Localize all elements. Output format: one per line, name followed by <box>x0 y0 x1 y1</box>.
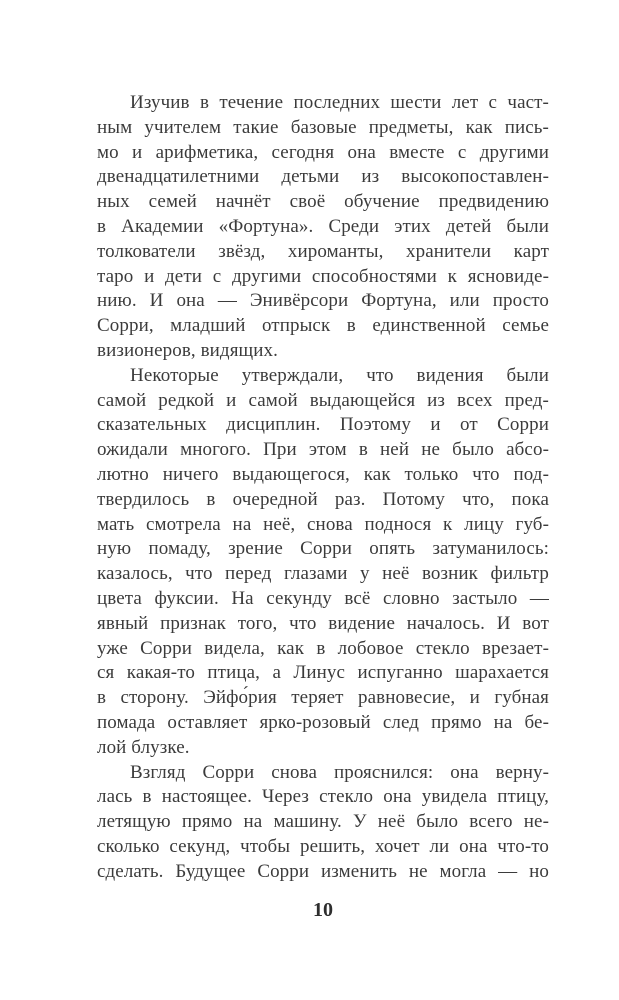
text-line: казалось, что перед глазами у неё возник фильтр <box>97 563 549 585</box>
text-line: цвета фуксии. На секунду всё словно застыло — <box>97 587 549 609</box>
text-line: нию. И она — Энивёрсори Фортуна, или просто <box>97 290 549 312</box>
text-line: помада оставляет ярко-розовый след прямо на бе- <box>97 711 549 733</box>
page-number: 10 <box>313 899 333 921</box>
text-line: самой редкой и самой выдающейся из всех пред- <box>97 389 549 411</box>
text-line: толкователи звёзд, хироманты, хранители карт <box>97 240 549 262</box>
text-line: летящую прямо на машину. У неё было всего не- <box>97 811 549 833</box>
text-line: лась в настоящее. Через стекло она увидела птицу, <box>97 786 549 808</box>
text-line: в Академии «Фортуна». Среди этих детей были <box>97 215 549 237</box>
page-text <box>97 91 549 885</box>
text-line: визионеров, видящих. <box>97 339 278 361</box>
text-line: мать смотрела на неё, снова поднося к лицу губ- <box>97 513 549 535</box>
text-line: таро и дети с другими способностями к ясновиде- <box>97 265 549 287</box>
text-line: явный признак того, что видение началось. И вот <box>97 612 549 634</box>
text-line: мо и арифметика, сегодня она вместе с другими <box>97 141 549 163</box>
text-line: двенадцатилетними детьми из высокопоставлен- <box>97 166 549 188</box>
text-line: сказательных дисциплин. Поэтому и от Сорри <box>97 414 549 436</box>
text-line: лой блузке. <box>97 736 190 758</box>
text-line: ных семей начнёт своё обучение предвидению <box>97 191 549 213</box>
text-line: ную помаду, зрение Сорри опять затуманилось: <box>97 538 549 560</box>
text-line: ся какая-то птица, а Линус испуганно шарахается <box>97 662 549 684</box>
text-line: Сорри, младший отпрыск в единственной семье <box>97 315 549 337</box>
text-line: сделать. Будущее Сорри изменить не могла — но <box>97 860 549 882</box>
text-line: Взгляд Сорри снова прояснился: она верну- <box>130 761 549 783</box>
text-line: лютно ничего выдающегося, как только что под- <box>97 463 549 485</box>
text-line: уже Сорри видела, как в лобовое стекло врезает- <box>97 637 549 659</box>
text-line: Изучив в течение последних шести лет с част- <box>130 92 549 113</box>
text-line: твердилось в очередной раз. Потому что, пока <box>97 488 549 510</box>
text-line: Некоторые утверждали, что видения были <box>130 364 549 386</box>
text-line: в сторону. Эйфо́рия теряет равновесие, и губная <box>97 687 549 709</box>
text-line: сколько секунд, чтобы решить, хочет ли она что-то <box>97 835 549 857</box>
text-line: ным учителем такие базовые предметы, как пись- <box>97 116 549 138</box>
text-line: ожидали многого. При этом в ней не было абсо- <box>97 439 549 461</box>
